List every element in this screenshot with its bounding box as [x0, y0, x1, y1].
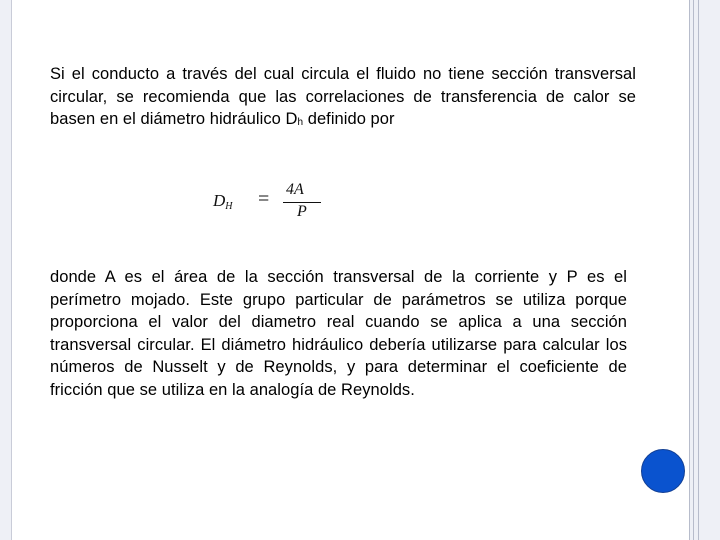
formula-lhs: DH [213, 191, 233, 212]
left-rail-edge [11, 0, 12, 540]
right-decorative-rail [689, 0, 720, 540]
rail-line [698, 0, 699, 540]
hydraulic-diameter-formula [210, 180, 322, 226]
formula-numerator: 4A [286, 181, 304, 198]
rail-line [693, 0, 694, 540]
intro-text-end: definido por [303, 110, 395, 129]
explanation-paragraph: donde A es el área de la sección transversal de la corriente y P es el perímetro mojado. Este grupo particular de parámetros se utiliza porque proporciona el valor del diametro real cuando se aplica a una sección transversal circular. El diámetro hidráulico debería utilizarse para calcular los números de Nusselt y de Reynolds, y para determinar el coeficiente de fricción que se utiliza en la analogía de Reynolds. [50, 268, 627, 399]
formula-lhs-subscript: H [225, 201, 233, 212]
formula-denominator: P [297, 203, 307, 220]
hydraulic-diameter-subscript: h [297, 117, 304, 129]
rail-line [689, 0, 690, 540]
intro-paragraph [50, 63, 636, 135]
formula-equals: = [258, 188, 270, 210]
blue-circle-decoration [641, 449, 685, 493]
intro-text: Si el conducto a través del cual circula el fluido no tiene sección transversal circular, se recomienda que las correlaciones de transferencia de calor se basen en el diámetro hidráulico D [50, 65, 636, 129]
left-decorative-rail [0, 0, 12, 540]
